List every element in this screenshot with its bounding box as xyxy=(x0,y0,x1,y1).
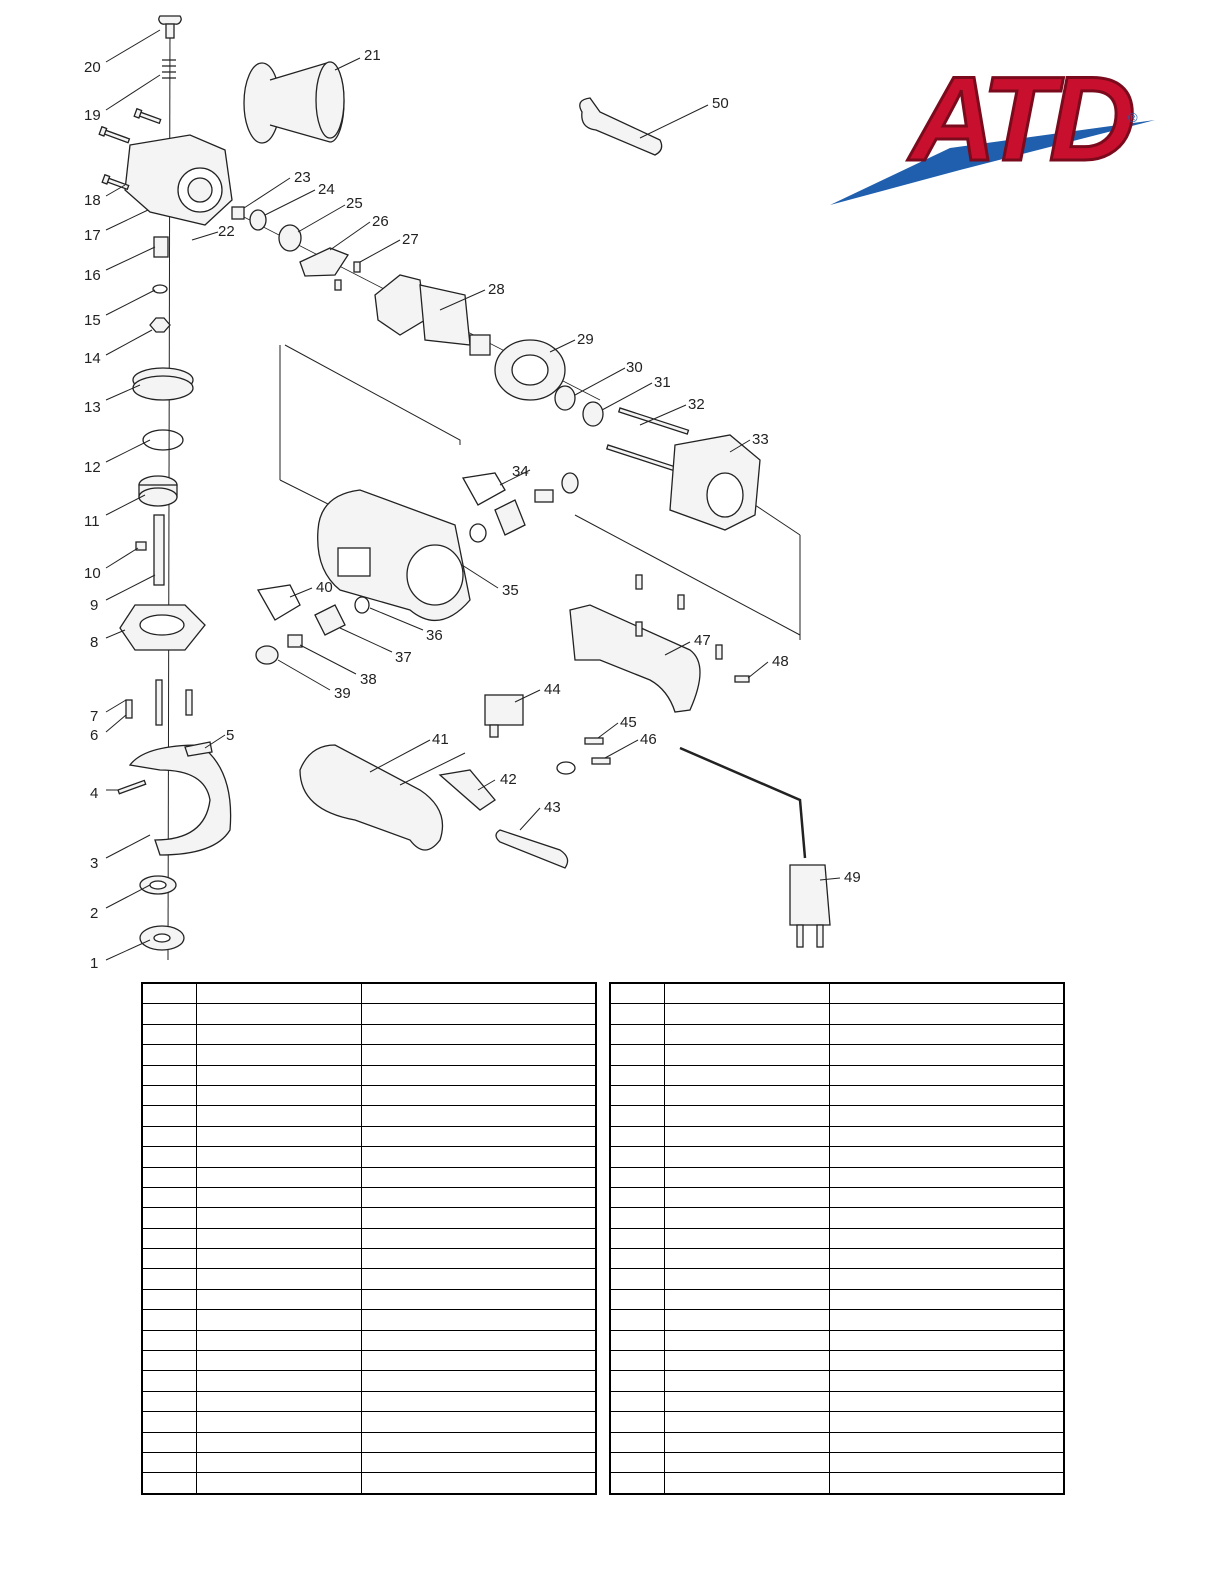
table-cell xyxy=(197,1473,362,1494)
callout-30: 30 xyxy=(626,359,643,376)
callout-45: 45 xyxy=(620,714,637,731)
table-cell xyxy=(142,1249,197,1269)
table-cell xyxy=(142,1147,197,1167)
table-row xyxy=(610,1024,1064,1044)
table-cell xyxy=(362,1351,596,1371)
callout-8: 8 xyxy=(90,634,99,651)
table-cell xyxy=(362,1289,596,1309)
table-row xyxy=(142,1310,596,1330)
callout-26: 26 xyxy=(372,213,389,230)
table-cell xyxy=(830,1187,1064,1207)
table-cell xyxy=(665,1310,830,1330)
table-cell xyxy=(610,1126,665,1146)
table-row xyxy=(610,1208,1064,1228)
parts-table-right xyxy=(609,982,1065,1495)
table-cell xyxy=(142,1452,197,1472)
table-cell xyxy=(197,1187,362,1207)
table-cell xyxy=(830,1147,1064,1167)
table-row xyxy=(142,1024,596,1044)
callout-22: 22 xyxy=(218,223,235,240)
table-row xyxy=(610,1045,1064,1065)
table-cell xyxy=(197,1249,362,1269)
table-row xyxy=(610,1004,1064,1024)
table-cell xyxy=(142,1473,197,1494)
table-row xyxy=(142,1351,596,1371)
table-cell xyxy=(362,1024,596,1044)
table-cell xyxy=(665,1330,830,1350)
table-row xyxy=(142,1228,596,1248)
callout-41: 41 xyxy=(432,731,449,748)
table-row xyxy=(142,1106,596,1126)
table-cell xyxy=(197,1269,362,1289)
table-cell xyxy=(610,1391,665,1411)
table-cell xyxy=(197,1126,362,1146)
table-cell xyxy=(665,1106,830,1126)
callout-46: 46 xyxy=(640,731,657,748)
table-cell xyxy=(610,1024,665,1044)
table-row xyxy=(142,1473,596,1494)
callout-9: 9 xyxy=(90,597,99,614)
table-cell xyxy=(362,1208,596,1228)
callout-29: 29 xyxy=(577,331,594,348)
table-cell xyxy=(197,1065,362,1085)
callout-5: 5 xyxy=(226,727,235,744)
atd-logo xyxy=(830,30,1160,210)
callout-14: 14 xyxy=(84,350,101,367)
table-cell xyxy=(362,1432,596,1452)
table-cell xyxy=(610,1147,665,1167)
table-row xyxy=(142,1432,596,1452)
table-row xyxy=(610,1452,1064,1472)
callout-1: 1 xyxy=(90,955,99,972)
table-cell xyxy=(610,1167,665,1187)
table-cell xyxy=(197,1289,362,1309)
table-row xyxy=(142,1004,596,1024)
callout-49: 49 xyxy=(844,869,861,886)
table-cell xyxy=(142,1085,197,1105)
table-cell xyxy=(142,1330,197,1350)
table-row xyxy=(142,1269,596,1289)
table-cell xyxy=(197,1085,362,1105)
table-row xyxy=(610,1330,1064,1350)
table-row xyxy=(610,1249,1064,1269)
table-cell xyxy=(610,1085,665,1105)
table-cell xyxy=(142,1228,197,1248)
table-cell xyxy=(830,1371,1064,1391)
table-row xyxy=(610,1065,1064,1085)
callout-11: 11 xyxy=(84,513,100,530)
table-cell xyxy=(610,1289,665,1309)
table-cell xyxy=(610,983,665,1004)
table-cell xyxy=(830,1228,1064,1248)
table-cell xyxy=(362,1187,596,1207)
callout-20: 20 xyxy=(84,59,101,76)
callout-10: 10 xyxy=(84,565,101,582)
table-row xyxy=(142,1147,596,1167)
table-cell xyxy=(197,1412,362,1432)
callout-43: 43 xyxy=(544,799,561,816)
table-cell xyxy=(610,1045,665,1065)
callout-35: 35 xyxy=(502,582,519,599)
table-row xyxy=(142,1412,596,1432)
table-row xyxy=(142,1452,596,1472)
table-cell xyxy=(665,1187,830,1207)
callout-6: 6 xyxy=(90,727,99,744)
callout-25: 25 xyxy=(346,195,363,212)
table-cell xyxy=(665,1289,830,1309)
callout-2: 2 xyxy=(90,905,99,922)
table-cell xyxy=(665,1391,830,1411)
table-cell xyxy=(610,1228,665,1248)
table-cell xyxy=(665,1452,830,1472)
table-cell xyxy=(197,1310,362,1330)
table-cell xyxy=(830,1412,1064,1432)
table-cell xyxy=(362,1310,596,1330)
table-row xyxy=(610,1371,1064,1391)
table-cell xyxy=(610,1351,665,1371)
table-cell xyxy=(665,1004,830,1024)
table-cell xyxy=(142,1310,197,1330)
table-cell xyxy=(362,983,596,1004)
table-cell xyxy=(830,1004,1064,1024)
table-cell xyxy=(362,1085,596,1105)
table-row xyxy=(610,1126,1064,1146)
table-row xyxy=(142,1208,596,1228)
table-cell xyxy=(197,1391,362,1411)
callout-33: 33 xyxy=(752,431,769,448)
table-cell xyxy=(830,1289,1064,1309)
table-cell xyxy=(610,1310,665,1330)
table-cell xyxy=(665,1208,830,1228)
table-cell xyxy=(142,1269,197,1289)
callout-17: 17 xyxy=(84,227,101,244)
table-cell xyxy=(665,1085,830,1105)
table-cell xyxy=(610,1432,665,1452)
table-cell xyxy=(197,983,362,1004)
table-cell xyxy=(665,983,830,1004)
callout-16: 16 xyxy=(84,267,101,284)
callout-27: 27 xyxy=(402,231,419,248)
table-cell xyxy=(142,1045,197,1065)
table-cell xyxy=(197,1432,362,1452)
table-cell xyxy=(665,1167,830,1187)
table-row xyxy=(142,1330,596,1350)
callout-4: 4 xyxy=(90,785,99,802)
table-row xyxy=(610,1391,1064,1411)
table-cell xyxy=(142,1432,197,1452)
table-cell xyxy=(362,1371,596,1391)
callout-31: 31 xyxy=(654,374,671,391)
table-row xyxy=(142,1167,596,1187)
table-cell xyxy=(362,1065,596,1085)
table-cell xyxy=(142,1065,197,1085)
table-cell xyxy=(197,1330,362,1350)
callout-13: 13 xyxy=(84,399,101,416)
table-cell xyxy=(830,1351,1064,1371)
table-cell xyxy=(142,1289,197,1309)
table-cell xyxy=(665,1065,830,1085)
table-cell xyxy=(142,1412,197,1432)
table-cell xyxy=(665,1228,830,1248)
table-cell xyxy=(830,1126,1064,1146)
table-row xyxy=(610,1412,1064,1432)
table-row xyxy=(610,1167,1064,1187)
table-cell xyxy=(362,1452,596,1472)
callout-23: 23 xyxy=(294,169,311,186)
table-cell xyxy=(665,1126,830,1146)
table-cell xyxy=(830,1106,1064,1126)
table-cell xyxy=(610,1208,665,1228)
callout-19: 19 xyxy=(84,107,101,124)
table-cell xyxy=(142,1167,197,1187)
table-cell xyxy=(142,1126,197,1146)
table-cell xyxy=(362,1147,596,1167)
table-cell xyxy=(830,1473,1064,1494)
table-cell xyxy=(362,1106,596,1126)
table-cell xyxy=(197,1228,362,1248)
logo-text: ATD xyxy=(910,52,1130,186)
table-cell xyxy=(665,1045,830,1065)
table-cell xyxy=(197,1147,362,1167)
table-cell xyxy=(610,1187,665,1207)
table-row xyxy=(610,1473,1064,1494)
table-cell xyxy=(610,1330,665,1350)
table-cell xyxy=(610,1249,665,1269)
table-cell xyxy=(830,1065,1064,1085)
table-cell xyxy=(830,983,1064,1004)
table-cell xyxy=(142,1004,197,1024)
table-cell xyxy=(665,1024,830,1044)
table-row xyxy=(142,1249,596,1269)
callout-28: 28 xyxy=(488,281,505,298)
table-cell xyxy=(197,1024,362,1044)
callout-50: 50 xyxy=(712,95,729,112)
table-cell xyxy=(610,1269,665,1289)
table-row xyxy=(610,1106,1064,1126)
table-cell xyxy=(142,1351,197,1371)
table-cell xyxy=(362,1391,596,1411)
table-row xyxy=(142,1391,596,1411)
callout-18: 18 xyxy=(84,192,101,209)
table-cell xyxy=(830,1310,1064,1330)
table-row xyxy=(142,1187,596,1207)
table-cell xyxy=(610,1452,665,1472)
table-row xyxy=(142,1371,596,1391)
callout-7: 7 xyxy=(90,708,99,725)
table-cell xyxy=(830,1432,1064,1452)
callout-34: 34 xyxy=(512,463,529,480)
table-cell xyxy=(830,1391,1064,1411)
callout-38: 38 xyxy=(360,671,377,688)
table-cell xyxy=(362,1412,596,1432)
callout-37: 37 xyxy=(395,649,412,666)
table-cell xyxy=(830,1167,1064,1187)
table-row xyxy=(142,1045,596,1065)
table-cell xyxy=(362,1330,596,1350)
parts-table-left xyxy=(141,982,597,1495)
callout-24: 24 xyxy=(318,181,335,198)
table-cell xyxy=(665,1249,830,1269)
logo-registered-mark: ® xyxy=(1128,110,1138,125)
table-cell xyxy=(362,1045,596,1065)
callout-48: 48 xyxy=(772,653,789,670)
table-cell xyxy=(197,1452,362,1472)
table-cell xyxy=(197,1208,362,1228)
table-cell xyxy=(665,1412,830,1432)
table-row xyxy=(610,1432,1064,1452)
table-cell xyxy=(197,1004,362,1024)
table-row xyxy=(142,1085,596,1105)
table-cell xyxy=(142,1106,197,1126)
table-row xyxy=(610,1085,1064,1105)
callout-32: 32 xyxy=(688,396,705,413)
callout-47: 47 xyxy=(694,632,711,649)
table-row xyxy=(610,1269,1064,1289)
table-cell xyxy=(665,1371,830,1391)
callout-12: 12 xyxy=(84,459,101,476)
table-row xyxy=(142,1126,596,1146)
table-cell xyxy=(142,1391,197,1411)
table-cell xyxy=(610,1004,665,1024)
table-cell xyxy=(665,1473,830,1494)
table-cell xyxy=(197,1167,362,1187)
table-cell xyxy=(665,1147,830,1167)
table-cell xyxy=(830,1269,1064,1289)
table-cell xyxy=(197,1371,362,1391)
table-cell xyxy=(142,1208,197,1228)
table-cell xyxy=(362,1126,596,1146)
table-row xyxy=(610,1147,1064,1167)
table-cell xyxy=(830,1024,1064,1044)
table-cell xyxy=(830,1045,1064,1065)
callout-21: 21 xyxy=(364,47,381,64)
callout-44: 44 xyxy=(544,681,561,698)
table-row xyxy=(610,1289,1064,1309)
table-cell xyxy=(610,1106,665,1126)
callout-15: 15 xyxy=(84,312,101,329)
table-cell xyxy=(142,1371,197,1391)
table-cell xyxy=(362,1473,596,1494)
table-cell xyxy=(610,1473,665,1494)
table-cell xyxy=(830,1249,1064,1269)
callout-36: 36 xyxy=(426,627,443,644)
callout-39: 39 xyxy=(334,685,351,702)
table-cell xyxy=(142,983,197,1004)
table-cell xyxy=(197,1045,362,1065)
table-cell xyxy=(362,1228,596,1248)
table-cell xyxy=(197,1106,362,1126)
table-cell xyxy=(610,1065,665,1085)
table-row xyxy=(610,1228,1064,1248)
callout-40: 40 xyxy=(316,579,333,596)
table-row xyxy=(142,1065,596,1085)
table-row xyxy=(610,1187,1064,1207)
table-row xyxy=(142,983,596,1004)
table-row xyxy=(610,1351,1064,1371)
table-row xyxy=(142,1289,596,1309)
table-cell xyxy=(830,1085,1064,1105)
table-cell xyxy=(665,1351,830,1371)
table-cell xyxy=(362,1167,596,1187)
table-cell xyxy=(830,1208,1064,1228)
table-cell xyxy=(197,1351,362,1371)
callout-3: 3 xyxy=(90,855,99,872)
table-cell xyxy=(362,1249,596,1269)
table-cell xyxy=(610,1371,665,1391)
table-cell xyxy=(830,1452,1064,1472)
table-cell xyxy=(362,1004,596,1024)
table-cell xyxy=(610,1412,665,1432)
table-cell xyxy=(830,1330,1064,1350)
table-cell xyxy=(362,1269,596,1289)
table-cell xyxy=(142,1024,197,1044)
table-row xyxy=(610,1310,1064,1330)
table-cell xyxy=(142,1187,197,1207)
table-cell xyxy=(665,1432,830,1452)
table-cell xyxy=(665,1269,830,1289)
callout-42: 42 xyxy=(500,771,517,788)
table-row xyxy=(610,983,1064,1004)
